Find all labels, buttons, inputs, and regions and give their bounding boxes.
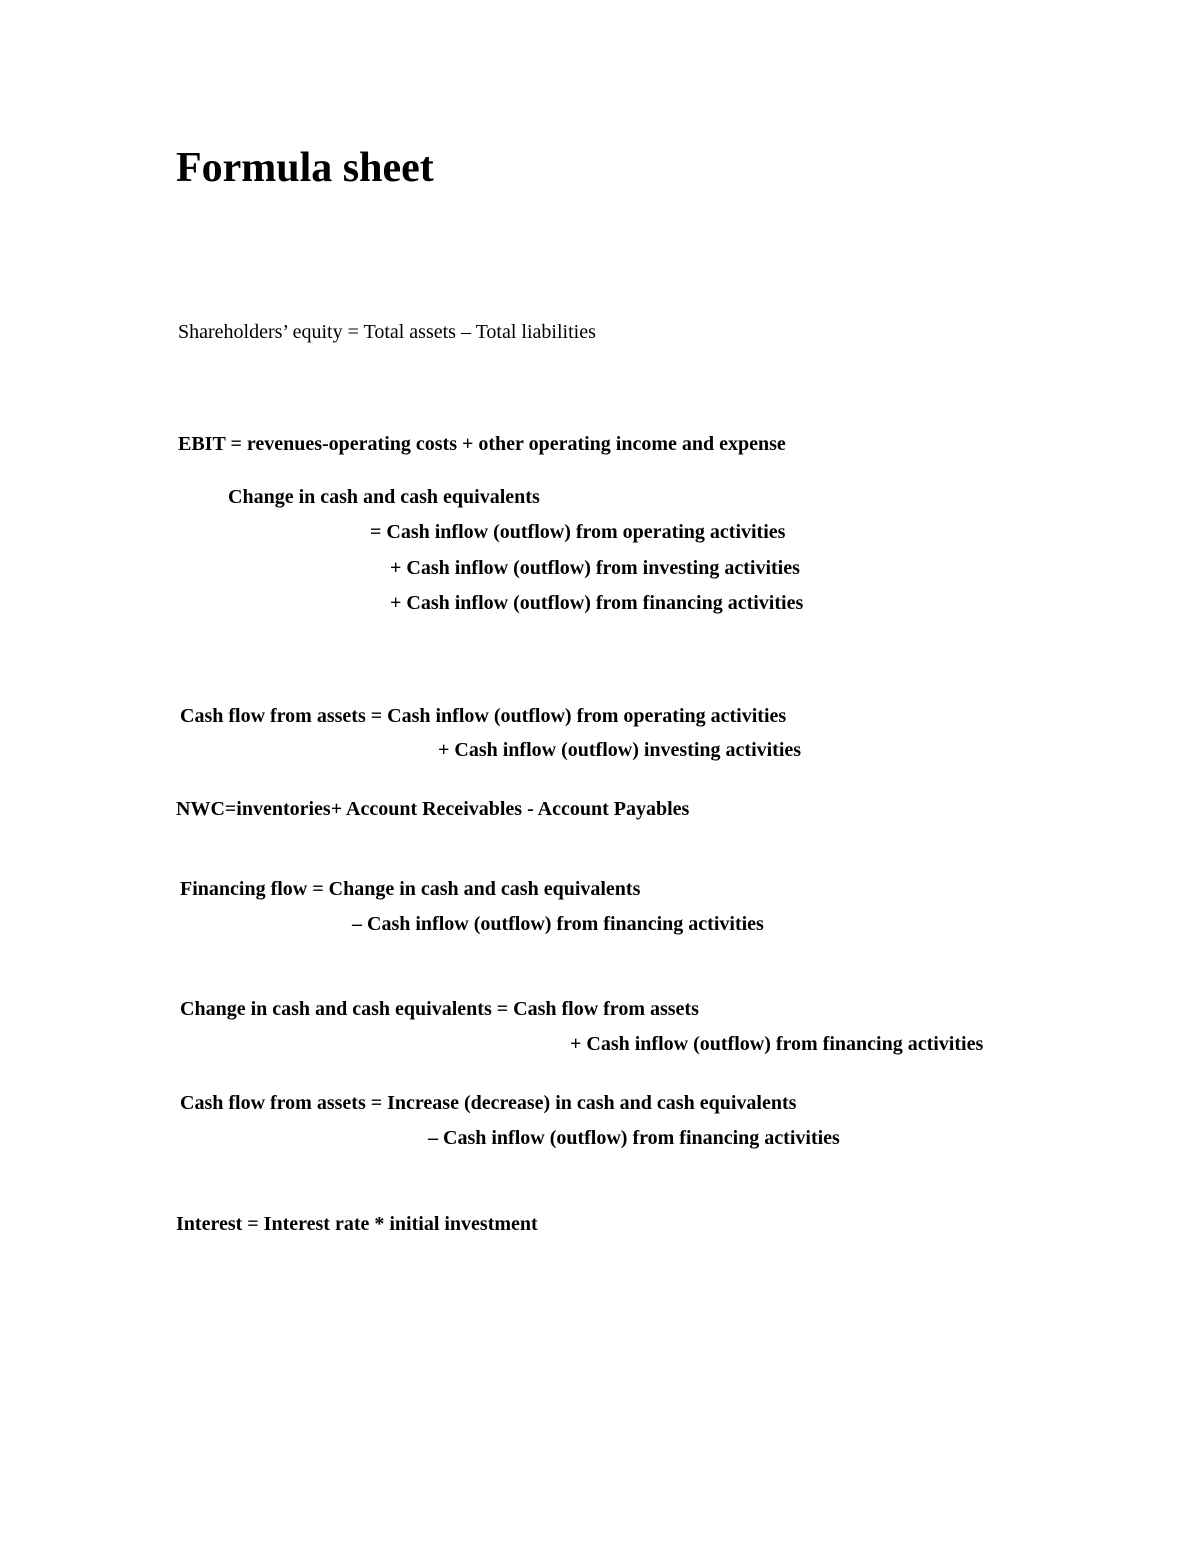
formula-shareholders-equity: Shareholders’ equity = Total assets – Total liabilities [178,321,596,343]
formula-ebit: EBIT = revenues-operating costs + other operating income and expense [178,433,786,455]
page-title: Formula sheet [176,145,434,191]
formula-line: + Cash inflow (outflow) investing activities [438,739,802,761]
formula-line: Change in cash and cash equivalents [228,486,540,508]
formula-line: + Cash inflow (outflow) from financing activities [570,1033,984,1055]
formula-line: Cash flow from assets = Increase (decrease) in cash and cash equivalents [180,1092,797,1114]
formula-nwc: NWC=inventories+ Account Receivables - Account Payables [176,798,690,820]
formula-line: = Cash inflow (outflow) from operating activities [370,521,786,543]
formula-line: + Cash inflow (outflow) from investing activities [390,557,800,579]
formula-line: Cash flow from assets = Cash inflow (outflow) from operating activities [180,705,787,727]
formula-line: Financing flow = Change in cash and cash equivalents [180,878,641,900]
formula-line: Change in cash and cash equivalents = Cash flow from assets [180,998,699,1020]
formula-line: + Cash inflow (outflow) from financing activities [390,592,804,614]
formula-interest: Interest = Interest rate * initial investment [176,1213,538,1235]
formula-line: – Cash inflow (outflow) from financing activities [428,1127,840,1149]
formula-line: – Cash inflow (outflow) from financing activities [352,913,764,935]
